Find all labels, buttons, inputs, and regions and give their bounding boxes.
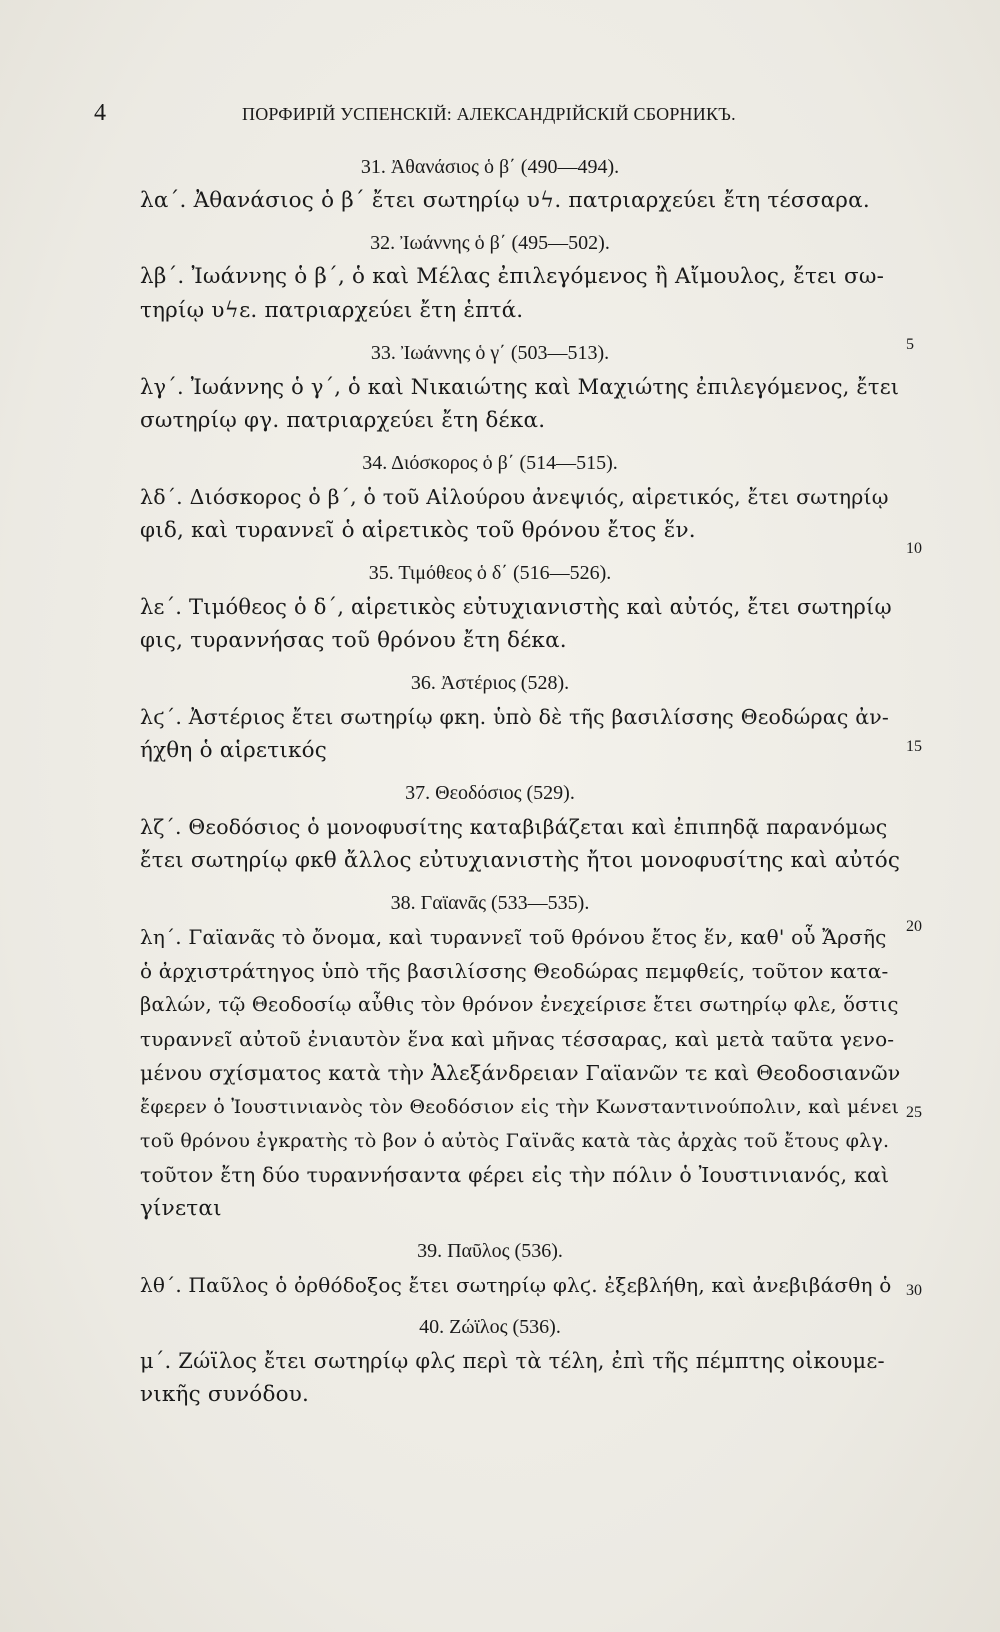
text-line: λζ΄. Θεοδόσιος ὁ μονοφυσίτης καταβιβάζεται καὶ ἐπιπηδᾷ παρανόμως — [140, 815, 888, 839]
page-header — [0, 100, 1000, 136]
entry-text — [140, 810, 900, 878]
entry-heading: 32. Ἰωάννης ὁ β΄ (495—502). — [370, 232, 610, 254]
text-line: λα΄. Ἀθανάσιος ὁ β΄ ἔτει σωτηρίῳ υϟ. πατριαρχεύει ἔτη τέσσαρα. — [140, 188, 870, 213]
margin-line-numbers — [906, 0, 966, 1632]
text-line: ὁ ἀρχιστράτηγος ὑπὸ τῆς βασιλίσσης Θεοδώρας πεμφθείς, τοῦτον κατα- — [140, 959, 889, 983]
text-line: λβ΄. Ἰωάννης ὁ β΄, ὁ καὶ Μέλας ἐπιλεγόμενος ἢ Αἴμουλος, ἔτει σω- — [140, 264, 885, 289]
entry-text — [140, 590, 900, 658]
page-body — [140, 150, 900, 1420]
text-line: ἔτει σωτηρίῳ φκθ ἄλλος εὐτυχιανιστὴς ἤτοι μονοφυσίτης καὶ αὐτός — [140, 848, 901, 873]
entry-text — [140, 920, 900, 1226]
entry-heading: 39. Παῦλος (536). — [417, 1240, 563, 1262]
text-line: τηρίῳ υϟε. πατριαρχεύει ἔτη ἑπτά. — [140, 298, 524, 323]
entry-heading: 37. Θεοδόσιος (529). — [405, 782, 575, 804]
line-number: 15 — [906, 738, 922, 755]
text-line: σωτηρίῳ φγ. πατριαρχεύει ἔτη δέκα. — [140, 408, 546, 433]
text-line: φις, τυραννήσας τοῦ θρόνου ἔτη δέκα. — [140, 628, 567, 653]
line-number: 30 — [906, 1282, 922, 1299]
entry-text — [140, 260, 900, 328]
entry-heading: 33. Ἰωάννης ὁ γ΄ (503—513). — [370, 342, 610, 364]
page-number: 4 — [94, 100, 106, 126]
text-line: ἔφερεν ὁ Ἰουστινιανὸς τὸν Θεοδόσιον εἰς τὴν Κωνσταντινούπολιν, καὶ μένει — [140, 1096, 900, 1118]
text-line: τυραννεῖ αὐτοῦ ἐνιαυτὸν ἕνα καὶ μῆνας τέσσαρας, καὶ μετὰ ταῦτα γενο- — [140, 1027, 895, 1051]
entry-heading: 38. Γαϊανᾶς (533—535). — [390, 892, 590, 914]
text-line: λγ΄. Ἰωάννης ὁ γ΄, ὁ καὶ Νικαιώτης καὶ Μαχιώτης ἐπιλεγόμενος, ἔτει — [140, 375, 900, 399]
text-line: γίνεται — [140, 1196, 222, 1221]
entry-heading: 36. Ἀστέριος (528). — [410, 672, 570, 694]
entry-text — [140, 184, 900, 218]
running-title: ПОРФИРІЙ УСПЕНСКІЙ: АЛЕКСАНДРІЙСКІЙ СБОРНИКЪ. — [242, 104, 736, 124]
entry-text — [140, 370, 900, 438]
text-line: μένου σχίσματος κατὰ τὴν Ἀλεξάνδρειαν Γαϊανῶν τε καὶ Θεοδοσιανῶν — [140, 1061, 901, 1085]
line-number: 25 — [906, 1104, 922, 1121]
text-line: τοῦτον ἔτη δύο τυραννήσαντα φέρει εἰς τὴν πόλιν ὁ Ἰουστινιανός, καὶ — [140, 1163, 890, 1187]
line-number: 20 — [906, 918, 922, 935]
text-line: μ΄. Ζώϊλος ἔτει σωτηρίῳ φλϛ περὶ τὰ τέλη, ἐπὶ τῆς πέμπτης οἰκουμε- — [140, 1349, 885, 1373]
entry-text — [140, 1268, 900, 1302]
entry-heading: 34. Διόσκορος ὁ β΄ (514—515). — [362, 452, 618, 474]
line-number: 5 — [906, 336, 914, 353]
text-line: ήχθη ὁ αἱρετικός — [140, 738, 328, 763]
entry-text — [140, 1344, 900, 1412]
entry-heading: 31. Ἀθανάσιος ὁ β΄ (490—494). — [360, 156, 620, 178]
text-line: λϛ΄. Ἀστέριος ἔτει σωτηρίῳ φκη. ὑπὸ δὲ τῆς βασιλίσσης Θεοδώρας ἀν- — [140, 705, 890, 729]
text-line: λθ΄. Παῦλος ὁ ὀρθόδοξος ἔτει σωτηρίῳ φλϛ. ἐξεβλήθη, καὶ ἀνεβιβάσθη ὁ — [140, 1273, 892, 1297]
entry-text — [140, 480, 900, 548]
text-line: φιδ, καὶ τυραννεῖ ὁ αἱρετικὸς τοῦ θρόνου ἔτος ἕν. — [140, 518, 696, 543]
text-line: λδ΄. Διόσκορος ὁ β΄, ὁ τοῦ Αἰλούρου ἀνεψιός, αἱρετικός, ἔτει σωτηρίῳ — [140, 485, 889, 509]
text-line: τοῦ θρόνου ἐγκρατὴς τὸ βον ὁ αὐτὸς Γαϊνᾶς κατὰ τὰς ἀρχὰς τοῦ ἔτους φλγ. — [140, 1130, 890, 1152]
text-line: λη΄. Γαϊανᾶς τὸ ὄνομα, καὶ τυραννεῖ τοῦ θρόνου ἔτος ἕν, καθ' οὗ Ἄρσῆς — [140, 925, 887, 949]
entry-heading: 40. Ζώϊλος (536). — [419, 1316, 561, 1338]
line-number: 10 — [906, 540, 922, 557]
text-line: νικῆς συνόδου. — [140, 1382, 310, 1407]
text-line: λε΄. Τιμόθεος ὁ δ΄, αἱρετικὸς εὐτυχιανιστὴς καὶ αὐτός, ἔτει σωτηρίῳ — [140, 595, 892, 619]
entry-heading: 35. Τιμόθεος ὁ δ΄ (516—526). — [368, 562, 612, 584]
entry-text — [140, 700, 900, 768]
text-line: βαλών, τῷ Θεοδοσίῳ αὖθις τὸν θρόνον ἐνεχείρισε ἔτει σωτηρίῳ φλε, ὅστις — [140, 993, 899, 1016]
